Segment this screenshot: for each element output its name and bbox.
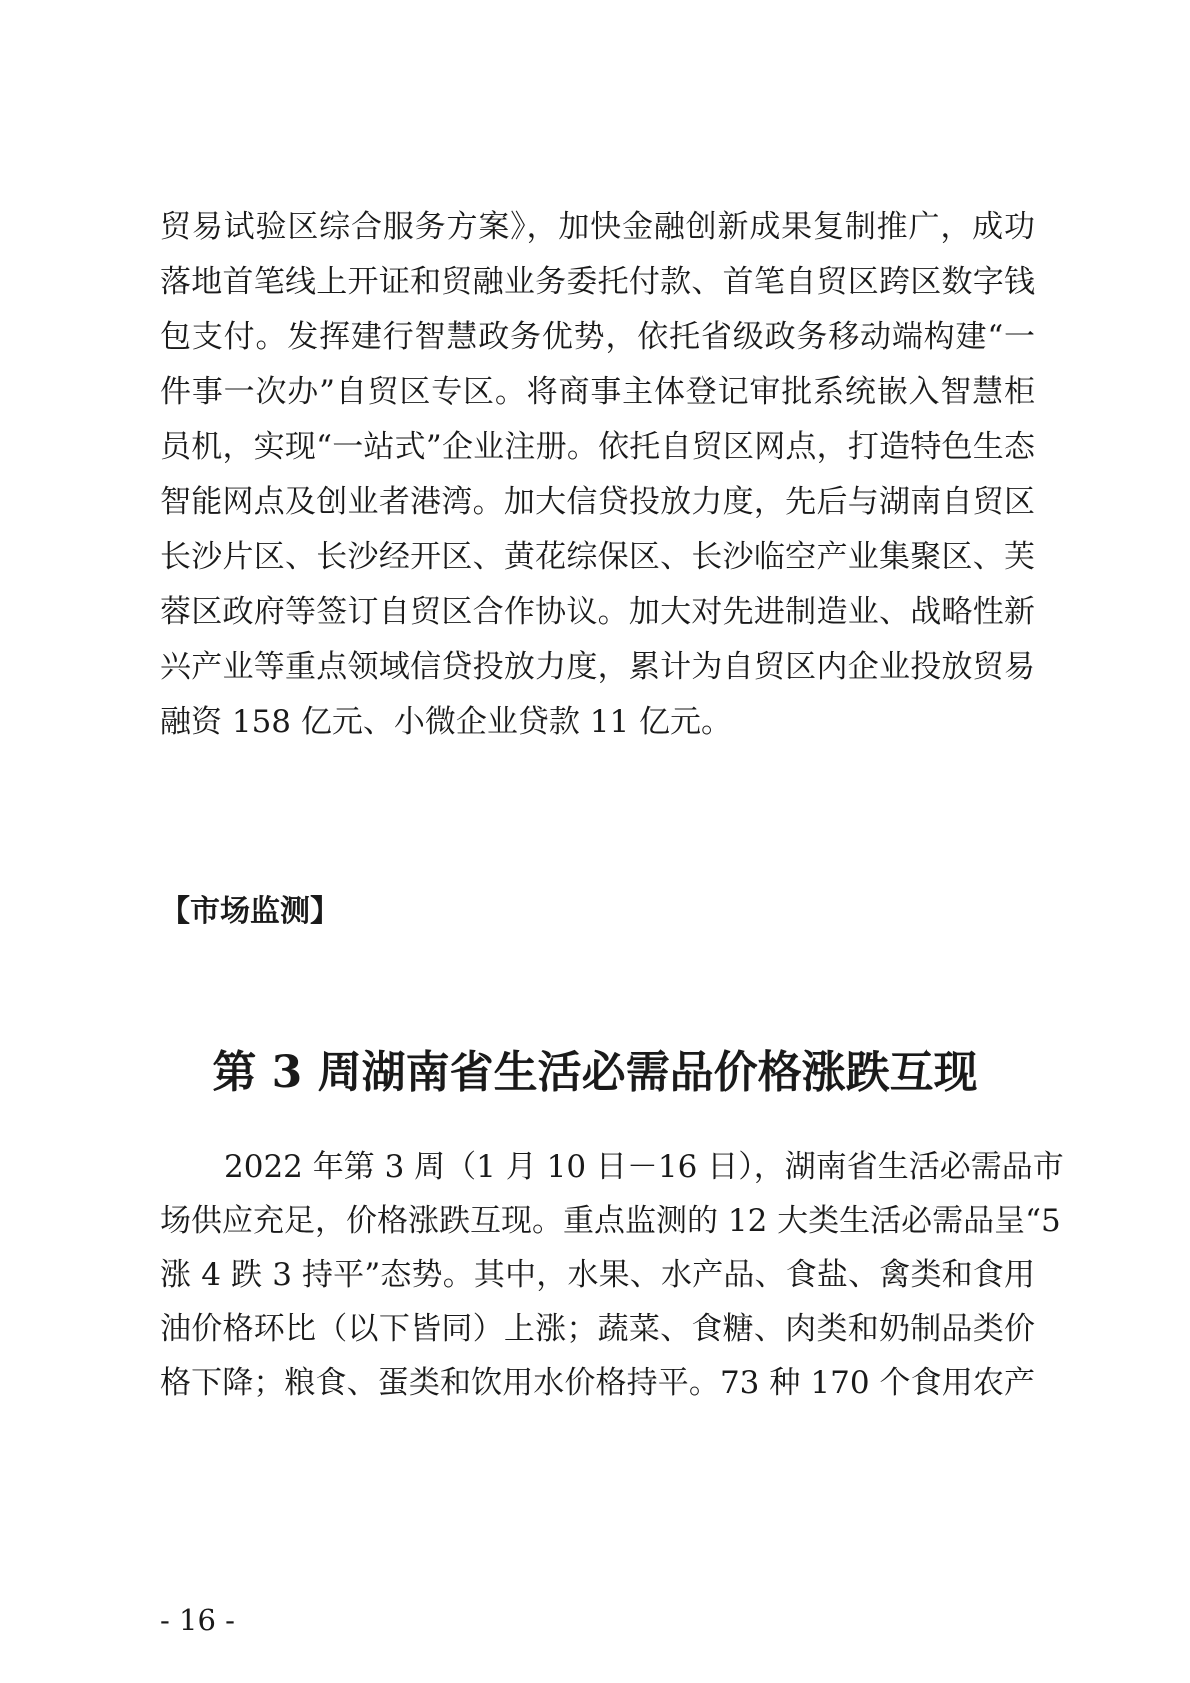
paragraph-line: 包支付。发挥建行智慧政务优势，依托省级政务移动端构建“一 <box>160 319 1035 355</box>
paragraph-line: 融资 158 亿元、小微企业贷款 11 亿元。 <box>160 704 733 740</box>
paragraph-line: 兴产业等重点领域信贷投放力度，累计为自贸区内企业投放贸易 <box>160 649 1035 685</box>
paragraph-line: 贸易试验区综合服务方案》，加快金融创新成果复制推广，成功 <box>160 209 1035 245</box>
article-title: 第 3 周湖南省生活必需品价格涨跌互现 <box>212 1047 978 1098</box>
section-tag: 【市场监测】 <box>160 894 340 929</box>
paragraph-line: 落地首笔线上开证和贸融业务委托付款、首笔自贸区跨区数字钱 <box>160 264 1035 300</box>
paragraph-line: 智能网点及创业者港湾。加大信贷投放力度，先后与湖南自贸区 <box>160 484 1035 520</box>
article-line: 格下降；粮食、蛋类和饮用水价格持平。73 种 170 个食用农产 <box>160 1365 1035 1401</box>
page-number: - 16 - <box>160 1603 235 1637</box>
paragraph-line: 长沙片区、长沙经开区、黄花综保区、长沙临空产业集聚区、芙 <box>160 539 1035 575</box>
article-line: 涨 4 跌 3 持平”态势。其中，水果、水产品、食盐、禽类和食用 <box>160 1257 1035 1293</box>
article-line: 油价格环比（以下皆同）上涨；蔬菜、食糖、肉类和奶制品类价 <box>160 1311 1035 1347</box>
paragraph-line: 蓉区政府等签订自贸区合作协议。加大对先进制造业、战略性新 <box>160 594 1035 630</box>
paragraph-line: 件事一次办”自贸区专区。将商事主体登记审批系统嵌入智慧柜 <box>160 374 1035 410</box>
article-line: 2022 年第 3 周（1 月 10 日－16 日），湖南省生活必需品市 <box>224 1149 1064 1185</box>
paragraph-line: 员机，实现“一站式”企业注册。依托自贸区网点，打造特色生态 <box>160 429 1035 465</box>
article-line: 场供应充足，价格涨跌互现。重点监测的 12 大类生活必需品呈“5 <box>160 1203 1061 1239</box>
